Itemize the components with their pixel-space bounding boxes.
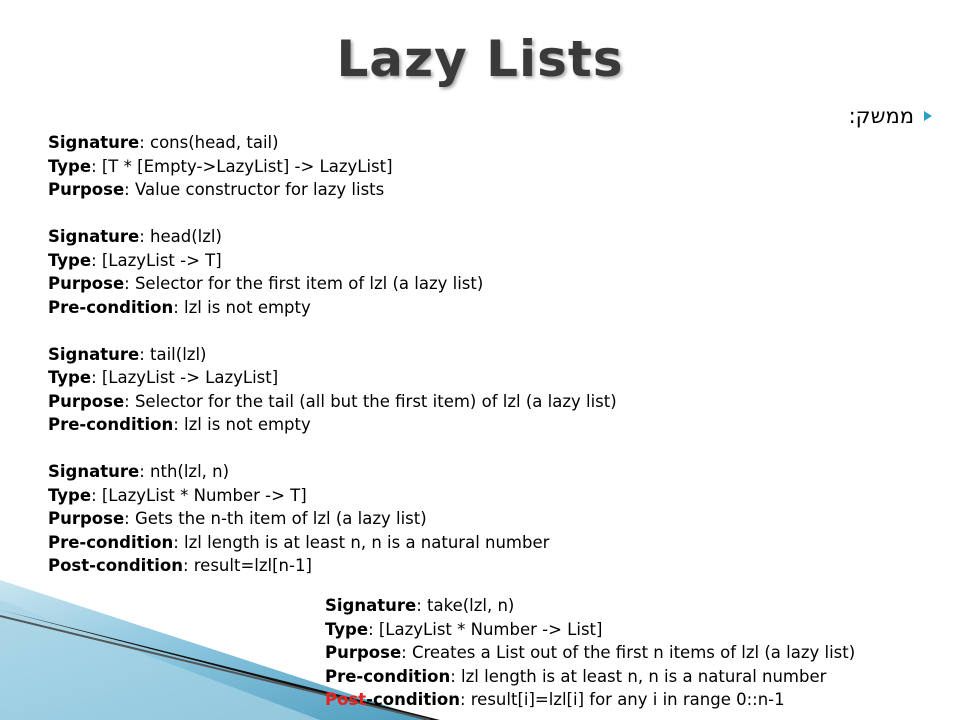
spec-line: Signature: nth(lzl, n) — [48, 462, 230, 481]
post-highlight: Post — [325, 690, 367, 709]
spec-line: Purpose: Value constructor for lazy lists — [48, 180, 385, 199]
spec-line: Type: [T * [Empty->LazyList] -> LazyList] — [48, 156, 393, 176]
spec-line: Purpose: Creates a List out of the first n items of lzl (a lazy list) — [325, 643, 856, 662]
spec-line: Purpose: Selector for the tail (all but the first item) of lzl (a lazy list) — [48, 391, 617, 411]
specs-left — [48, 131, 617, 578]
spec-line: Pre-condition: lzl is not empty — [48, 415, 311, 434]
slide-title: Lazy Lists — [336, 30, 624, 88]
spec-line: Post-condition: result=lzl[n-1] — [48, 556, 312, 575]
spec-line: Signature: head(lzl) — [48, 227, 222, 246]
spec-line: Purpose: Selector for the first item of lzl (a lazy list) — [48, 274, 484, 293]
spec-line: Pre-condition: lzl length is at least n, n is a natural number — [48, 532, 550, 552]
spec-line: Type: [LazyList * Number -> T] — [48, 485, 307, 505]
spec-line: Signature: take(lzl, n) — [325, 596, 515, 615]
spec-line: Signature: cons(head, tail) — [48, 133, 279, 152]
bullet-line — [849, 104, 932, 128]
bullet-text: ממשק: — [848, 104, 914, 128]
spec-line: Pre-condition: lzl is not empty — [48, 297, 311, 317]
spec-line: Purpose: Gets the n-th item of lzl (a lazy list) — [48, 509, 427, 528]
spec-line: Type: [LazyList -> LazyList] — [48, 368, 279, 387]
spec-line: Pre-condition: lzl length is at least n, n is a natural number — [325, 666, 827, 686]
bullet-arrow-icon — [924, 111, 932, 121]
spec-line: Signature: tail(lzl) — [48, 344, 207, 364]
spec-line: Type: [LazyList * Number -> List] — [325, 619, 603, 639]
spec-line: Type: [LazyList -> T] — [48, 250, 222, 270]
spec-line: Post-condition: result[i]=lzl[i] for any i in range 0::n-1 — [325, 690, 785, 709]
spec-take — [325, 594, 855, 712]
